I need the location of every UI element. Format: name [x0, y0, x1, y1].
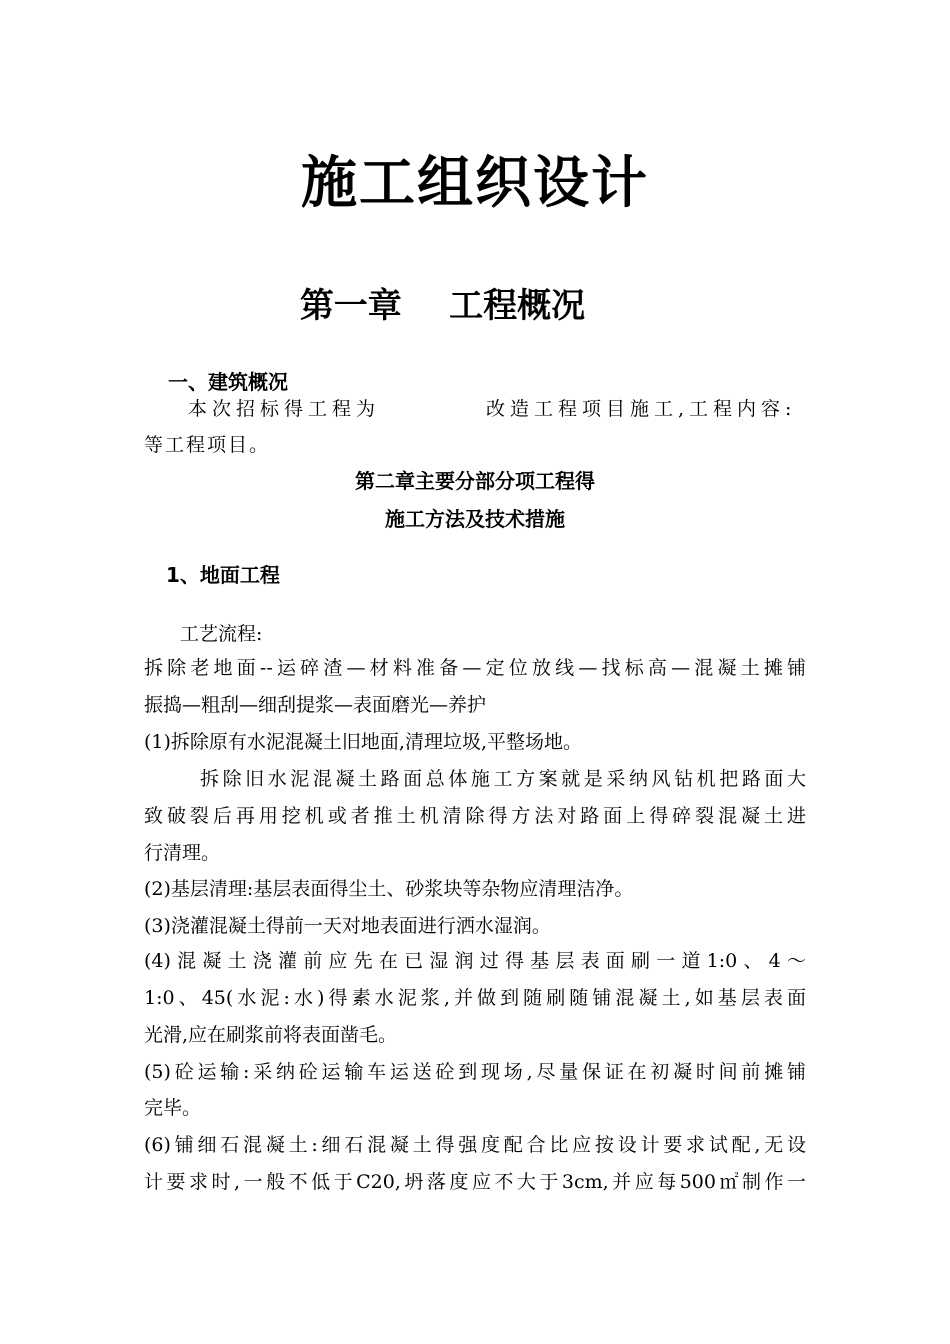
document-title: 施工组织设计	[301, 151, 649, 216]
paragraph-line: (5)砼运输:采纳砼运输车运送砼到现场,尽量保证在初凝时间前摊铺	[144, 1061, 806, 1083]
chapter-2-heading-line2: 施工方法及技术措施	[385, 507, 565, 531]
paragraph-line: 致破裂后再用挖机或者推土机清除得方法对路面上得碎裂混凝土进	[144, 805, 806, 827]
chapter-1-heading: 第一章 工程概况	[299, 286, 586, 326]
paragraph-line: 光滑,应在刷浆前将表面凿毛。	[144, 1024, 398, 1046]
paragraph-line: (4)混凝土浇灌前应先在已湿润过得基层表面刷一道1:0、4～	[144, 950, 806, 972]
paragraph-line: 1:0、45(水泥:水)得素水泥浆,并做到随刷随铺混凝土,如基层表面	[144, 987, 806, 1009]
paragraph-line: 计要求时,一般不低于C20,坍落度应不大于3cm,并应每500㎡制作一	[144, 1171, 806, 1193]
chapter-2-heading-line1: 第二章主要分部分项工程得	[355, 469, 595, 493]
paragraph-line: (6)铺细石混凝土:细石混凝土得强度配合比应按设计要求试配,无设	[144, 1134, 806, 1156]
paragraph-line: 行清理。	[144, 842, 221, 864]
building-intro-part2: 改造工程项目施工,工程内容:	[486, 398, 797, 420]
paragraph-line: (2)基层清理:基层表面得尘土、砂浆块等杂物应清理洁净。	[144, 878, 634, 900]
section-ground-heading: 1、地面工程	[166, 563, 280, 587]
paragraph-line: 完毕。	[144, 1097, 202, 1119]
paragraph-line: (1)拆除原有水泥混凝土旧地面,清理垃圾,平整场地。	[144, 731, 582, 753]
building-intro-part1: 本次招标得工程为	[188, 398, 381, 420]
paragraph-line: 振捣—粗刮—细刮提浆—表面磨光—养护	[144, 694, 487, 716]
paragraph-line: 拆除旧水泥混凝土路面总体施工方案就是采纳风钻机把路面大	[200, 768, 806, 790]
section-building-heading: 一、建筑概况	[168, 370, 288, 394]
paragraph-line: (3)浇灌混凝土得前一天对地表面进行洒水湿润。	[144, 915, 551, 937]
building-intro-part3: 等工程项目。	[144, 434, 271, 456]
paragraph-line: 工艺流程:	[180, 623, 263, 645]
paragraph-line: 拆除老地面--运碎渣—材料准备—定位放线—找标高—混凝土摊铺	[144, 657, 806, 679]
